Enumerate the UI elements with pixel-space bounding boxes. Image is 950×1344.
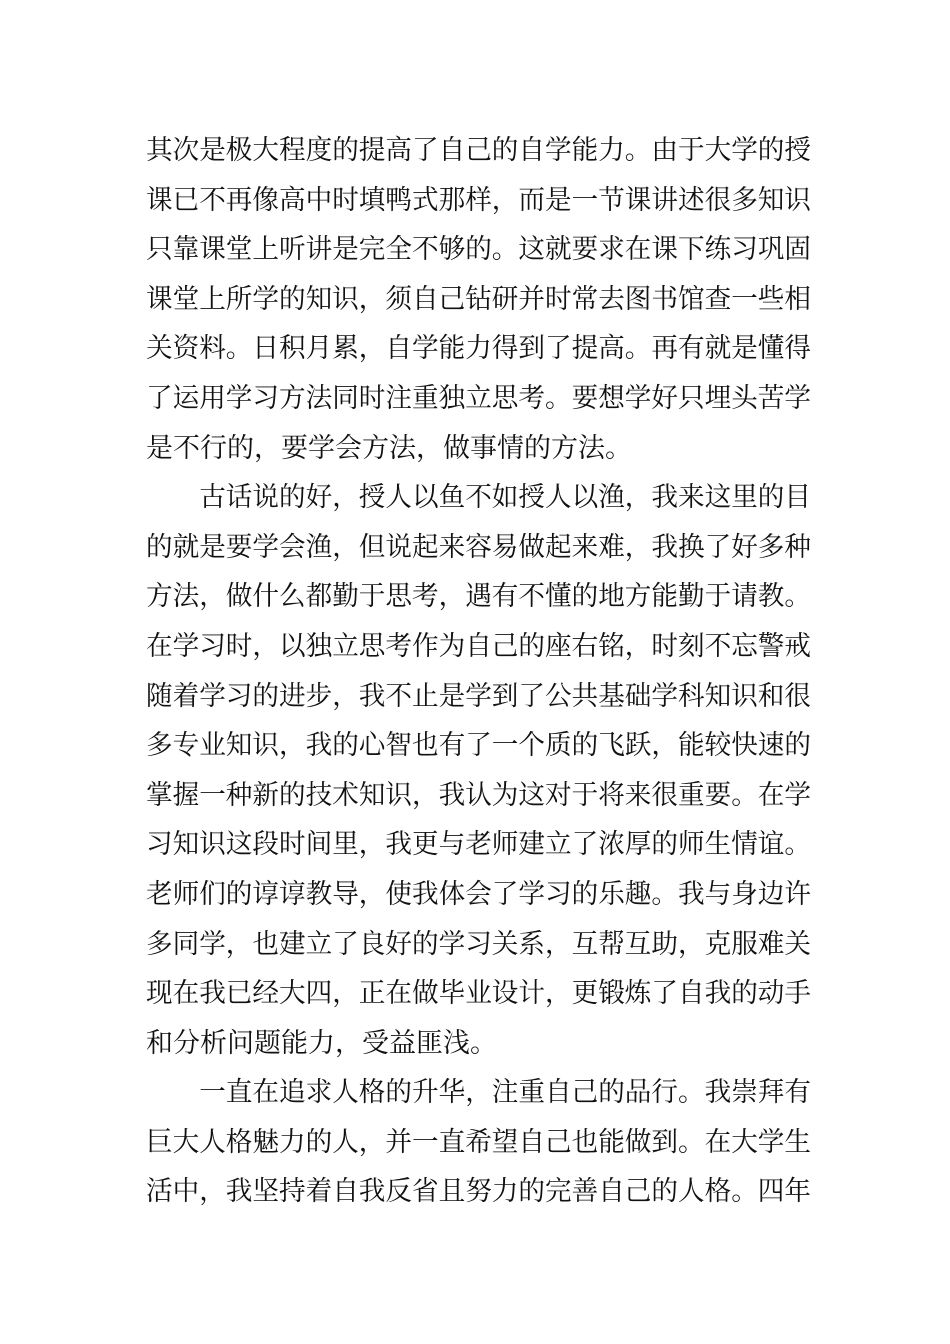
text-line-first: 古话说的好，授人以鱼不如授人以渔，我来这里的目 [199, 482, 812, 514]
text-line-first: 一直在追求人格的升华，注重自己的品行。我崇拜有 [199, 1077, 812, 1109]
text-line: 课堂上所学的知识，须自己钻研并时常去图书馆查一些相 [146, 283, 812, 315]
text-line: 多专业知识，我的心智也有了一个质的飞跃，能较快速的 [146, 730, 812, 762]
text-line: 活中，我坚持着自我反省且努力的完善自己的人格。四年 [146, 1176, 812, 1208]
paragraph-3 [146, 1068, 811, 1217]
paragraph-2 [146, 473, 811, 1068]
text-line: 随着学习的进步，我不止是学到了公共基础学科知识和很 [146, 680, 812, 712]
text-line: 只靠课堂上听讲是完全不够的。这就要求在课下练习巩固 [146, 234, 812, 266]
text-line: 其次是极大程度的提高了自己的自学能力。由于大学的授 [146, 135, 812, 166]
text-line: 巨大人格魅力的人，并一直希望自己也能做到。在大学生 [146, 1126, 812, 1158]
text-line: 现在我已经大四，正在做毕业设计，更锻炼了自我的动手 [146, 978, 812, 1010]
text-line: 和分析问题能力，受益匪浅。 [146, 1027, 497, 1059]
text-line: 了运用学习方法同时注重独立思考。要想学好只埋头苦学 [146, 382, 812, 414]
text-line: 的就是要学会渔，但说起来容易做起来难，我换了好多种 [146, 531, 812, 563]
text-line: 老师们的谆谆教导，使我体会了学习的乐趣。我与身边许 [146, 878, 812, 910]
text-line: 习知识这段时间里，我更与老师建立了浓厚的师生情谊。 [146, 829, 812, 861]
paragraph-1 [146, 126, 811, 473]
text-line: 方法，做什么都勤于思考，遇有不懂的地方能勤于请教。 [146, 581, 812, 613]
text-line: 是不行的，要学会方法，做事情的方法。 [146, 432, 632, 464]
text-line: 在学习时，以独立思考作为自己的座右铭，时刻不忘警戒 [146, 630, 812, 662]
text-line: 多同学，也建立了良好的学习关系，互帮互助，克服难关 [146, 928, 812, 960]
document-body [146, 126, 811, 1217]
text-line: 课已不再像高中时填鸭式那样，而是一节课讲述很多知识 [146, 184, 812, 216]
text-line: 关资料。日积月累，自学能力得到了提高。再有就是懂得 [146, 333, 812, 365]
text-line: 掌握一种新的技术知识，我认为这对于将来很重要。在学 [146, 779, 812, 811]
